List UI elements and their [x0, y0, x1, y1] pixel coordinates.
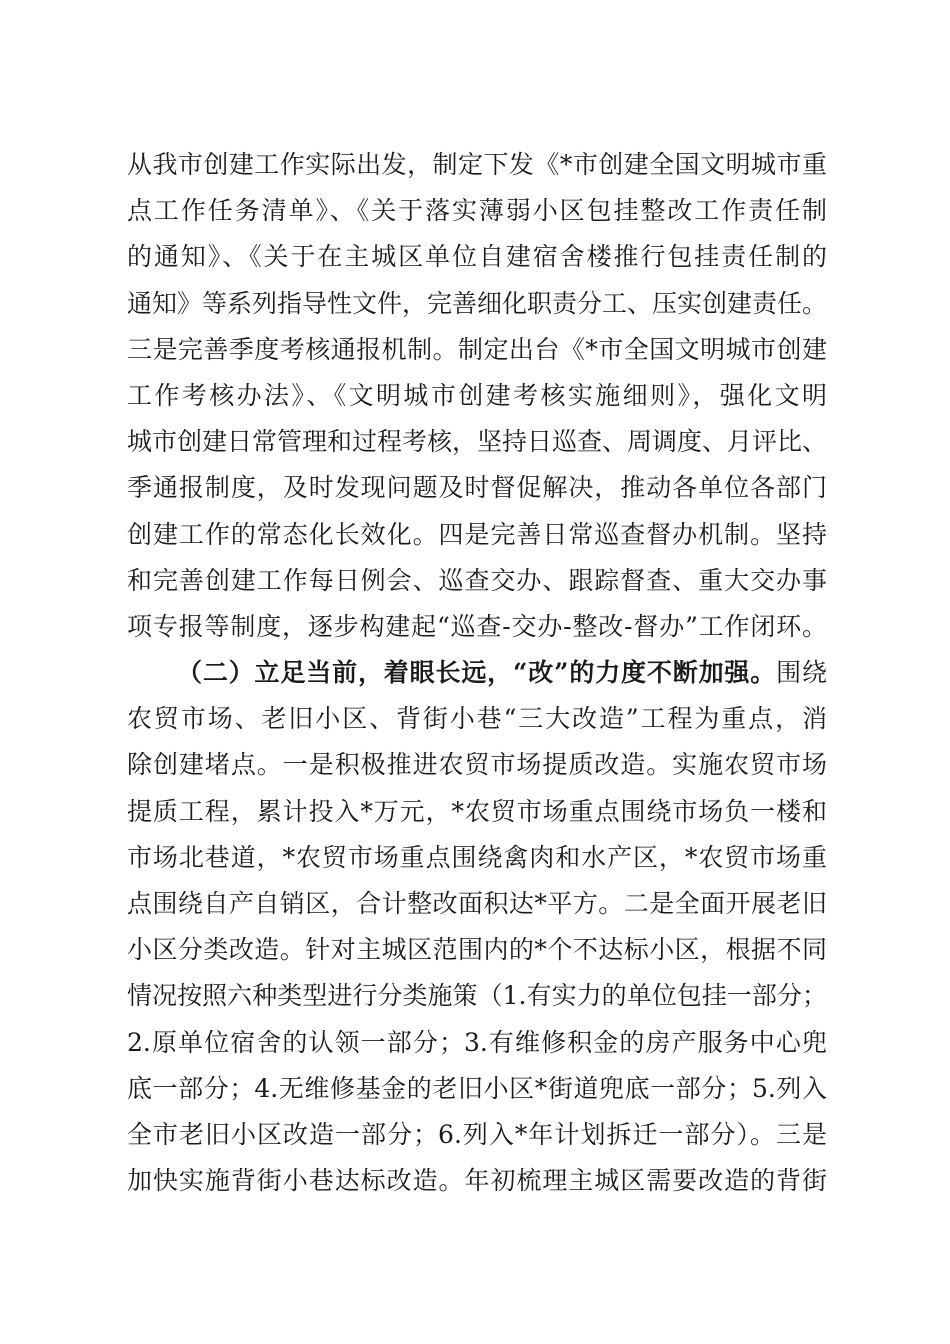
- body-text: [127, 142, 827, 1204]
- paragraph-line: 市场北巷道，*农贸市场重点围绕禽肉和水产区，*农贸市场重: [127, 842, 827, 872]
- paragraph-line: 点工作任务清单》、《关于落实薄弱小区包挂整改工作责任制: [127, 196, 827, 226]
- paragraph-line: 情况按照六种类型进行分类施策（1.有实力的单位包挂一部分；: [127, 981, 827, 1011]
- section-heading-continuation: 围绕: [776, 658, 827, 688]
- paragraph-line: 季通报制度，及时发现问题及时督促解决，推动各单位各部门: [127, 473, 827, 503]
- section-heading-line: [127, 650, 827, 696]
- paragraph-line: 小区分类改造。针对主城区范围内的*个不达标小区，根据不同: [127, 935, 827, 965]
- paragraph-line: 底一部分；4.无维修基金的老旧小区*街道兜底一部分；5.列入: [127, 1073, 827, 1103]
- paragraph-line: 城市创建日常管理和过程考核，坚持日巡查、周调度、月评比、: [127, 427, 828, 457]
- paragraph-line: 加快实施背街小巷达标改造。年初梳理主城区需要改造的背街: [127, 1166, 827, 1196]
- paragraph-line: 点围绕自产自销区，合计整改面积达*平方。二是全面开展老旧: [127, 889, 827, 918]
- paragraph-line: 全市老旧小区改造一部分；6.列入*年计划拆迁一部分）。三是: [127, 1119, 827, 1149]
- paragraph-line: 农贸市场、老旧小区、背街小巷“三大改造”工程为重点，消: [127, 704, 827, 734]
- paragraph-line: 创建工作的常态化长效化。四是完善日常巡查督办机制。坚持: [127, 519, 827, 549]
- paragraph-line: 工作考核办法》、《文明城市创建考核实施细则》，强化文明: [127, 380, 827, 410]
- paragraph-line: 除创建堵点。一是积极推进农贸市场提质改造。实施农贸市场: [127, 750, 827, 780]
- paragraph-line: 和完善创建工作每日例会、巡查交办、跟踪督查、重大交办事: [127, 565, 827, 595]
- section-heading: （二）立足当前，着眼长远，“改”的力度不断加强。: [177, 658, 777, 688]
- paragraph-line: 项专报等制度，逐步构建起“巡查-交办-整改-督办”工作闭环。: [127, 611, 827, 641]
- paragraph-line: 通知》等系列指导性文件，完善细化职责分工、压实创建责任。: [127, 288, 828, 318]
- paragraph-line: 从我市创建工作实际出发，制定下发《*市创建全国文明城市重: [127, 150, 827, 179]
- paragraph-line: 提质工程，累计投入*万元，*农贸市场重点围绕市场负一楼和: [127, 796, 827, 826]
- paragraph-line: 三是完善季度考核通报机制。制定出台《*市全国文明城市创建: [127, 334, 827, 364]
- paragraph-line: 2.原单位宿舍的认领一部分；3.有维修积金的房产服务中心兜: [127, 1027, 827, 1057]
- paragraph-line: 的通知》、《关于在主城区单位自建宿舍楼推行包挂责任制的: [127, 242, 827, 272]
